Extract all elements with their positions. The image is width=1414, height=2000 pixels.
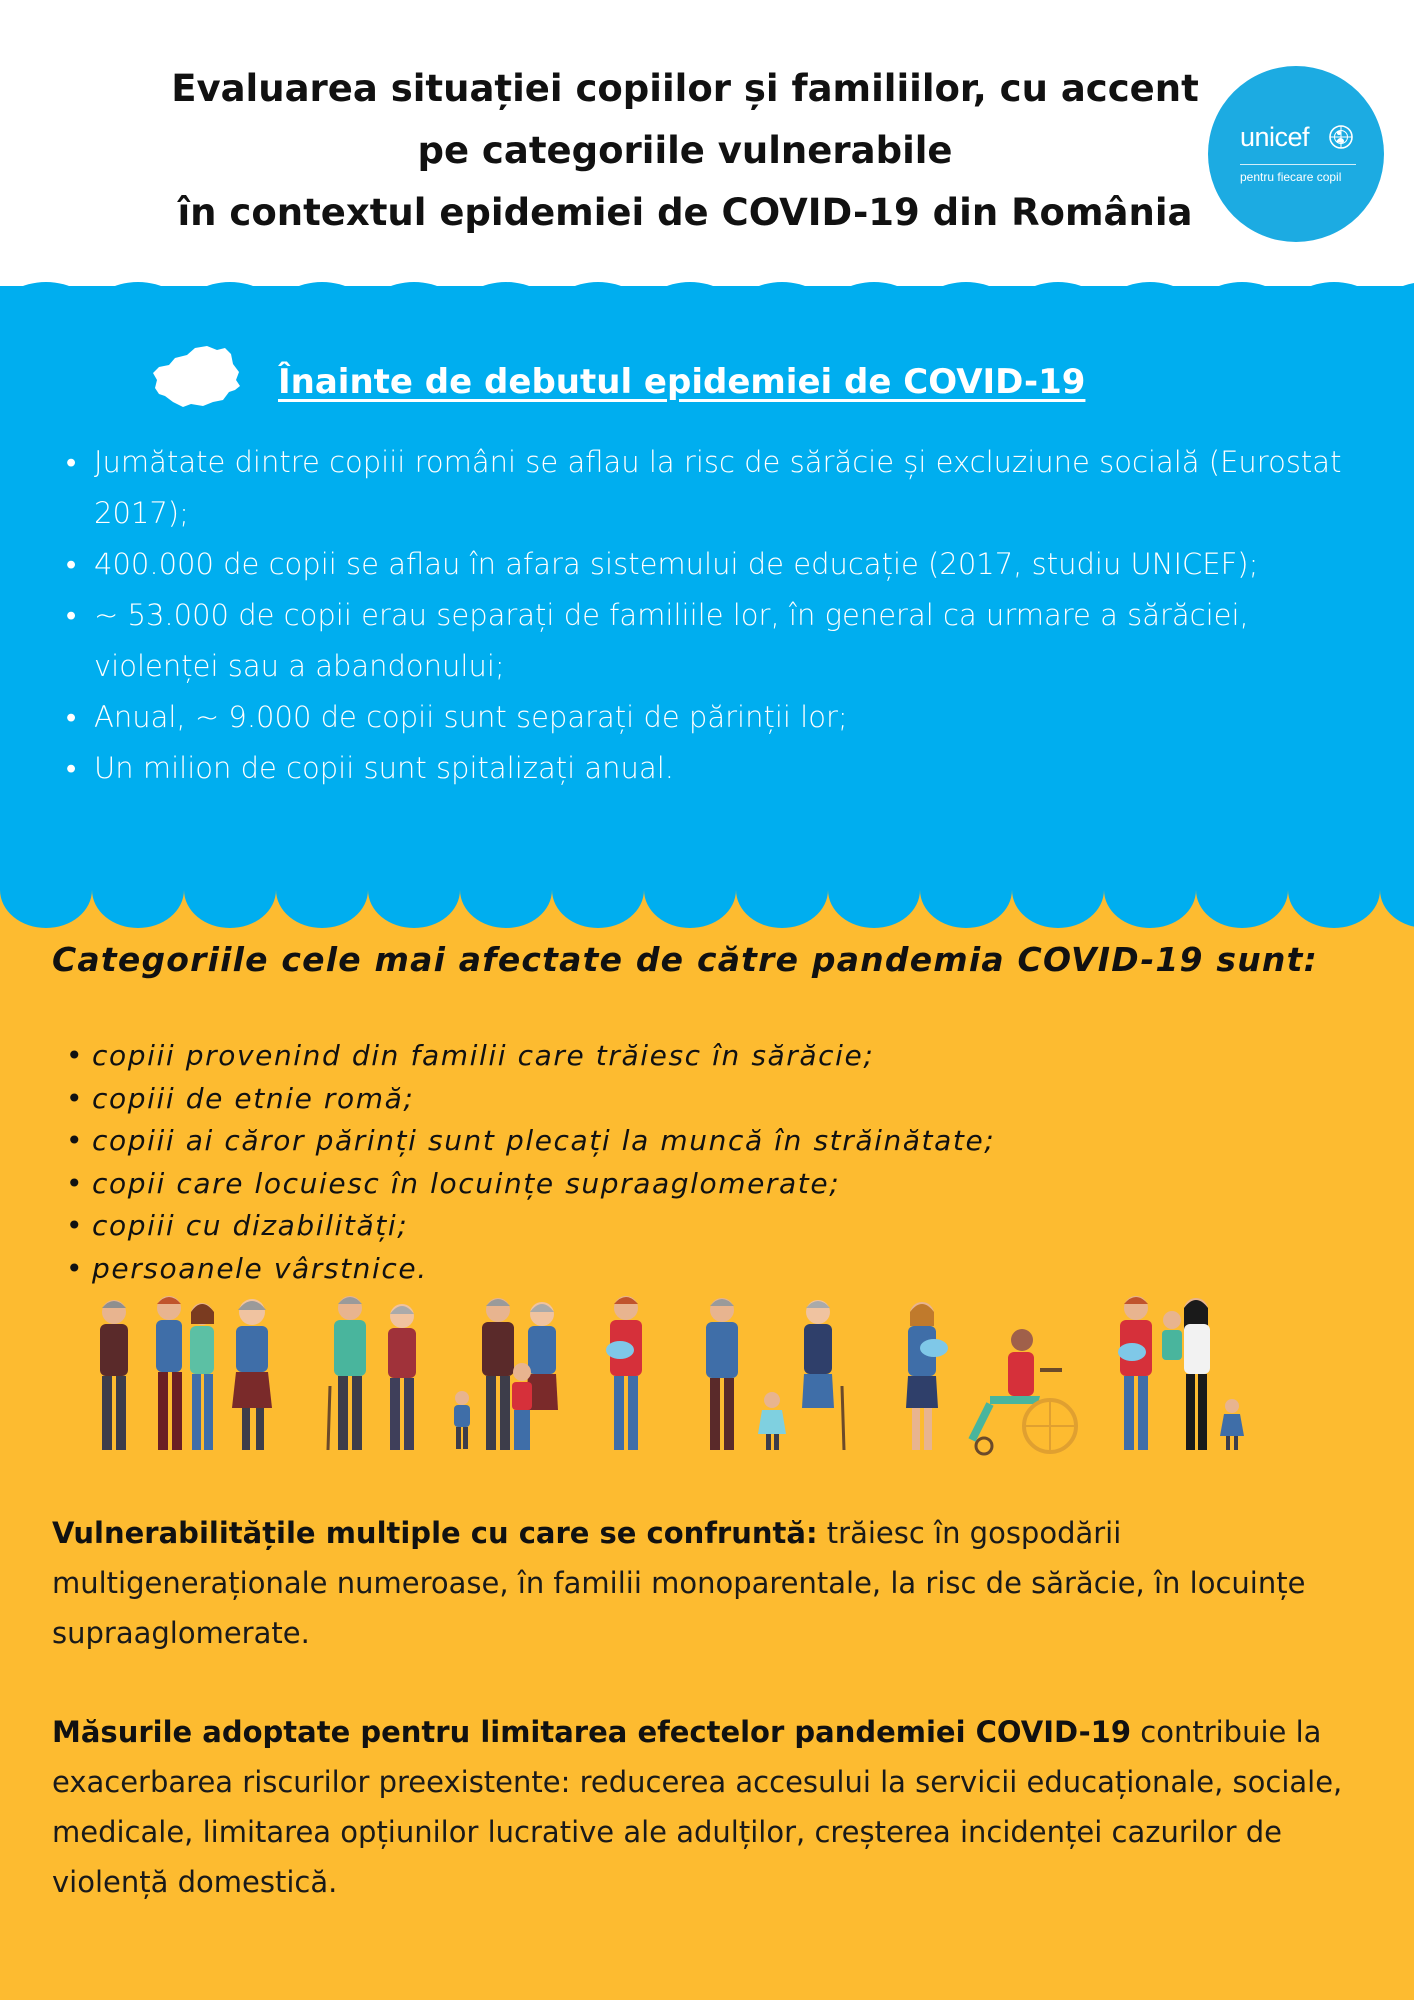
logo-divider [1240,164,1356,165]
list-item: • copiii ai căror părinți sunt plecați la muncă în străinătate; [62,1120,1162,1163]
unicef-tagline: pentru fiecare copil [1240,170,1342,184]
list-item: • copiii de etnie romă; [62,1078,1162,1121]
father-with-baby [606,1296,642,1450]
categories-list [62,1035,1162,1290]
measures-text: contribuie la exacerbarea riscurilor preexistente: reducerea accesului la servicii educaționale, sociale, medicale, limitarea opțiunilor lucrative ale adulților, creșterea incidenței cazurilor de violență domestică. [52,1715,1343,1899]
measures-lead: Măsurile adoptate pentru limitarea efectelor pandemiei COVID-19 [52,1715,1132,1749]
wheelchair-user [972,1329,1076,1454]
list-item: • Jumătate dintre copiii români se aflau la risc de sărăcie și excluziune socială (Eurostat 2017); [62,437,1382,539]
vulnerabilities-lead: Vulnerabilitățile multiple cu care se confruntă: [52,1516,818,1550]
header [0,0,1414,290]
families-people-illustration [60,1290,1260,1480]
list-item: • ~ 53.000 de copii erau separați de familiile lor, în general ca urmare a sărăciei, violenței sau a abandonului; [62,590,1382,692]
title-line-2: pe categoriile vulnerabile [417,129,953,172]
romania-map-icon [145,340,245,412]
list-item: • copii care locuiesc în locuințe supraaglomerate; [62,1163,1162,1206]
vulnerabilities-text: trăiesc în gospodării multigeneraționale numeroase, în familii monoparentale, la risc de sărăcie, în locuințe supraaglomerate. [52,1516,1306,1650]
list-item: • persoanele vârstnice. [62,1248,1162,1291]
before-covid-heading: Înainte de debutul epidemiei de COVID-19 [278,362,1086,402]
list-item: • Anual, ~ 9.000 de copii sunt separați de părinții lor; [62,692,1382,743]
mother-with-baby [906,1302,948,1450]
unicef-emblem-icon [1326,122,1356,152]
grandparents-with-children [454,1298,558,1450]
measures-paragraph [52,1707,1372,1907]
list-item: • copiii provenind din familii care trăiesc în sărăcie; [62,1035,1162,1078]
family-group-1 [100,1296,272,1450]
title-line-1: Evaluarea situației copiilor și familiilor, cu accent [171,67,1199,110]
elderly-couple [328,1296,416,1450]
title-line-3: în contextul epidemiei de COVID-19 din România [177,191,1193,234]
page-title [150,58,1220,244]
unicef-wordmark: unicef [1240,122,1310,152]
list-item: • copiii cu dizabilități; [62,1205,1162,1248]
family-with-children [1118,1296,1244,1450]
scallop-top-border [0,282,1414,342]
categories-heading: Categoriile cele mai afectate de către pandemia COVID-19 sunt: [52,940,1318,979]
unicef-logo [1208,66,1384,242]
list-item: • 400.000 de copii se aflau în afara sistemului de educație (2017, studiu UNICEF); [62,539,1382,590]
grandparents-with-girl [706,1298,844,1450]
scallop-bottom-border [0,882,1414,930]
list-item: • Un milion de copii sunt spitalizați anual. [62,743,1382,794]
before-covid-list [62,437,1382,794]
vulnerabilities-paragraph [52,1508,1372,1658]
